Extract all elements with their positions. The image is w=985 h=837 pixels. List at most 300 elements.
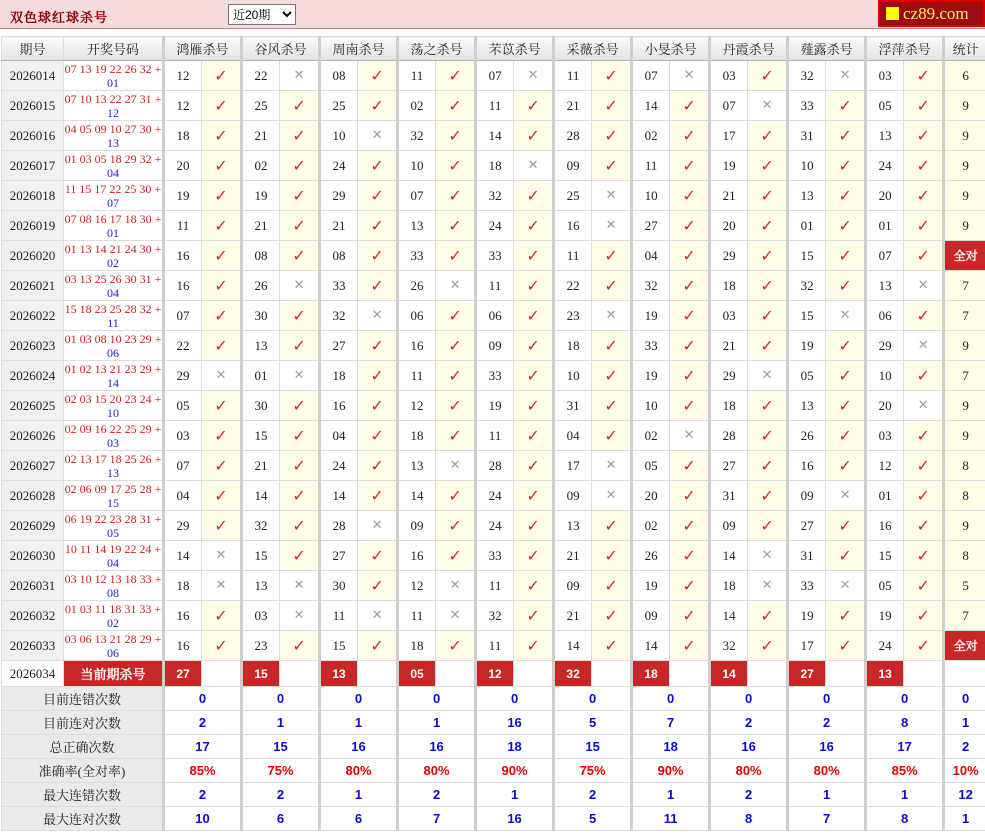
check-icon: ✓ xyxy=(202,91,242,121)
kill-number-cell: 14 xyxy=(320,481,358,511)
site-logo[interactable] xyxy=(878,0,985,27)
col-header: 丹霞杀号 xyxy=(710,37,788,61)
check-icon: ✓ xyxy=(202,211,242,241)
kill-number-cell: 19 xyxy=(788,601,826,631)
kill-number-cell: 24 xyxy=(320,151,358,181)
kill-number-cell: 29 xyxy=(710,241,748,271)
check-icon: ✓ xyxy=(514,91,554,121)
kill-number-cell: 03 xyxy=(710,301,748,331)
cross-icon: ✕ xyxy=(358,511,398,541)
summary-value: 75% xyxy=(554,759,632,783)
check-icon: ✓ xyxy=(358,271,398,301)
check-icon: ✓ xyxy=(436,421,476,451)
check-icon: ✓ xyxy=(202,601,242,631)
col-header: 期号 xyxy=(2,37,64,61)
red-balls: 01 02 13 21 23 29 + xyxy=(64,361,162,376)
check-icon: ✓ xyxy=(358,181,398,211)
kill-number-cell: 15 xyxy=(242,541,280,571)
kill-number-cell: 13 xyxy=(788,181,826,211)
kill-number-cell: 16 xyxy=(320,391,358,421)
summary-value: 0 xyxy=(866,687,944,711)
check-icon: ✓ xyxy=(280,331,320,361)
kill-number-cell: 29 xyxy=(164,361,202,391)
check-icon: ✓ xyxy=(514,631,554,661)
period-cell: 2026031 xyxy=(2,571,64,601)
cross-icon: ✕ xyxy=(436,571,476,601)
summary-value: 0 xyxy=(320,687,398,711)
header-row xyxy=(2,37,985,61)
data-row xyxy=(2,571,985,601)
check-icon: ✓ xyxy=(826,451,866,481)
data-row xyxy=(2,61,985,91)
empty-mark-cell xyxy=(670,661,710,687)
check-icon: ✓ xyxy=(202,451,242,481)
summary-value: 85% xyxy=(866,759,944,783)
check-icon: ✓ xyxy=(748,121,788,151)
kill-number-cell: 14 xyxy=(242,481,280,511)
summary-row xyxy=(2,735,985,759)
kill-number-cell: 11 xyxy=(476,421,514,451)
summary-value: 2 xyxy=(788,711,866,735)
stat-cell: 9 xyxy=(944,421,985,451)
check-icon: ✓ xyxy=(358,151,398,181)
kill-number-cell: 30 xyxy=(242,301,280,331)
check-icon: ✓ xyxy=(670,91,710,121)
check-icon: ✓ xyxy=(436,391,476,421)
check-icon: ✓ xyxy=(670,481,710,511)
kill-number-cell: 08 xyxy=(320,241,358,271)
check-icon: ✓ xyxy=(280,91,320,121)
kill-number-cell: 29 xyxy=(866,331,904,361)
check-icon: ✓ xyxy=(592,511,632,541)
check-icon: ✓ xyxy=(748,421,788,451)
check-icon: ✓ xyxy=(436,361,476,391)
stat-cell: 9 xyxy=(944,391,985,421)
kill-number-cell: 15 xyxy=(788,301,826,331)
stat-cell: 9 xyxy=(944,331,985,361)
check-icon: ✓ xyxy=(592,151,632,181)
kill-number-cell: 32 xyxy=(242,511,280,541)
kill-number-cell: 24 xyxy=(476,211,514,241)
kill-number-cell: 13 xyxy=(242,571,280,601)
kill-number-cell: 13 xyxy=(866,121,904,151)
kill-number-cell: 33 xyxy=(788,571,826,601)
check-icon: ✓ xyxy=(748,151,788,181)
red-balls: 03 06 13 21 28 29 + xyxy=(64,631,162,646)
check-icon: ✓ xyxy=(358,631,398,661)
check-icon: ✓ xyxy=(436,61,476,91)
kill-number-cell: 19 xyxy=(788,331,826,361)
kill-number-cell: 14 xyxy=(710,601,748,631)
blue-ball: 02 xyxy=(107,615,119,630)
current-kill-number-cell: 13 xyxy=(320,661,358,687)
winning-numbers-cell xyxy=(64,181,164,211)
cross-icon: ✕ xyxy=(826,301,866,331)
col-header: 周南杀号 xyxy=(320,37,398,61)
check-icon: ✓ xyxy=(280,211,320,241)
kill-number-cell: 22 xyxy=(554,271,592,301)
summary-value: 0 xyxy=(554,687,632,711)
cross-icon: ✕ xyxy=(904,331,944,361)
kill-number-cell: 10 xyxy=(866,361,904,391)
data-row xyxy=(2,91,985,121)
red-balls: 04 05 09 10 27 30 + xyxy=(64,121,162,136)
check-icon: ✓ xyxy=(280,121,320,151)
current-kill-number-cell: 13 xyxy=(866,661,904,687)
check-icon: ✓ xyxy=(748,271,788,301)
winning-numbers-cell xyxy=(64,121,164,151)
period-cell: 2026022 xyxy=(2,301,64,331)
check-icon: ✓ xyxy=(826,91,866,121)
winning-numbers-cell xyxy=(64,61,164,91)
check-icon: ✓ xyxy=(904,181,944,211)
check-icon: ✓ xyxy=(826,391,866,421)
blue-ball: 05 xyxy=(107,525,119,540)
stat-cell: 5 xyxy=(944,571,985,601)
kill-number-cell: 07 xyxy=(164,301,202,331)
cross-icon: ✕ xyxy=(592,481,632,511)
check-icon: ✓ xyxy=(202,391,242,421)
kill-number-cell: 27 xyxy=(632,211,670,241)
kill-number-cell: 31 xyxy=(788,121,826,151)
kill-number-cell: 25 xyxy=(320,91,358,121)
data-row xyxy=(2,121,985,151)
summary-value: 85% xyxy=(164,759,242,783)
kill-number-cell: 24 xyxy=(866,631,904,661)
check-icon: ✓ xyxy=(358,571,398,601)
check-icon: ✓ xyxy=(514,331,554,361)
check-icon: ✓ xyxy=(280,301,320,331)
check-icon: ✓ xyxy=(514,571,554,601)
cross-icon: ✕ xyxy=(592,211,632,241)
check-icon: ✓ xyxy=(904,481,944,511)
kill-number-cell: 01 xyxy=(866,211,904,241)
winning-numbers-cell xyxy=(64,361,164,391)
kill-number-cell: 17 xyxy=(554,451,592,481)
kill-number-cell: 16 xyxy=(164,271,202,301)
col-header: 谷风杀号 xyxy=(242,37,320,61)
kill-number-cell: 13 xyxy=(398,211,436,241)
check-icon: ✓ xyxy=(592,331,632,361)
current-kill-label: 当前期杀号 xyxy=(64,661,164,687)
kill-number-cell: 32 xyxy=(788,271,826,301)
kill-number-cell: 26 xyxy=(398,271,436,301)
winning-numbers-cell xyxy=(64,631,164,661)
kill-number-cell: 27 xyxy=(710,451,748,481)
summary-value: 1 xyxy=(632,783,710,807)
kill-number-cell: 04 xyxy=(320,421,358,451)
blue-ball: 13 xyxy=(107,135,119,150)
cross-icon: ✕ xyxy=(202,571,242,601)
kill-number-cell: 10 xyxy=(398,151,436,181)
data-row xyxy=(2,451,985,481)
kill-number-cell: 18 xyxy=(710,571,748,601)
cross-icon: ✕ xyxy=(670,61,710,91)
kill-number-cell: 20 xyxy=(866,391,904,421)
kill-number-cell: 19 xyxy=(632,361,670,391)
red-balls: 03 10 12 13 18 33 + xyxy=(64,571,162,586)
cross-icon: ✕ xyxy=(514,151,554,181)
period-cell: 2026025 xyxy=(2,391,64,421)
kill-number-cell: 13 xyxy=(398,451,436,481)
data-row xyxy=(2,331,985,361)
cross-icon: ✕ xyxy=(280,361,320,391)
check-icon: ✓ xyxy=(748,211,788,241)
check-icon: ✓ xyxy=(670,151,710,181)
current-kill-number-cell: 14 xyxy=(710,661,748,687)
cross-icon: ✕ xyxy=(280,271,320,301)
check-icon: ✓ xyxy=(904,91,944,121)
red-balls: 07 13 19 22 26 32 + xyxy=(64,61,162,76)
check-icon: ✓ xyxy=(514,121,554,151)
data-row xyxy=(2,391,985,421)
red-balls: 02 13 17 18 25 26 + xyxy=(64,451,162,466)
cross-icon: ✕ xyxy=(904,391,944,421)
kill-number-cell: 04 xyxy=(554,421,592,451)
check-icon: ✓ xyxy=(436,331,476,361)
kill-number-cell: 13 xyxy=(866,271,904,301)
period-range-select[interactable] xyxy=(228,4,296,25)
kill-number-cell: 19 xyxy=(632,301,670,331)
red-balls: 10 11 14 19 22 24 + xyxy=(64,541,162,556)
check-icon: ✓ xyxy=(670,571,710,601)
blue-ball: 13 xyxy=(107,465,119,480)
check-icon: ✓ xyxy=(358,391,398,421)
cross-icon: ✕ xyxy=(904,271,944,301)
kill-number-cell: 10 xyxy=(632,181,670,211)
check-icon: ✓ xyxy=(748,511,788,541)
data-row xyxy=(2,481,985,511)
check-icon: ✓ xyxy=(280,481,320,511)
red-balls: 01 03 05 18 29 32 + xyxy=(64,151,162,166)
kill-number-cell: 01 xyxy=(242,361,280,391)
kill-number-cell: 13 xyxy=(554,511,592,541)
summary-value: 16 xyxy=(710,735,788,759)
kill-number-cell: 15 xyxy=(320,631,358,661)
cross-icon: ✕ xyxy=(748,541,788,571)
summary-value: 90% xyxy=(476,759,554,783)
kill-number-cell: 22 xyxy=(242,61,280,91)
cross-icon: ✕ xyxy=(592,301,632,331)
kill-number-cell: 32 xyxy=(398,121,436,151)
cross-icon: ✕ xyxy=(202,541,242,571)
kill-number-cell: 25 xyxy=(242,91,280,121)
summary-value: 80% xyxy=(398,759,476,783)
summary-value: 1 xyxy=(944,711,985,735)
period-cell: 2026020 xyxy=(2,241,64,271)
winning-numbers-cell xyxy=(64,511,164,541)
red-balls: 01 03 08 10 23 29 + xyxy=(64,331,162,346)
kill-number-cell: 20 xyxy=(632,481,670,511)
check-icon: ✓ xyxy=(514,511,554,541)
kill-number-cell: 32 xyxy=(788,61,826,91)
check-icon: ✓ xyxy=(280,241,320,271)
cross-icon: ✕ xyxy=(280,61,320,91)
period-cell: 2026014 xyxy=(2,61,64,91)
cross-icon: ✕ xyxy=(826,571,866,601)
period-cell: 2026027 xyxy=(2,451,64,481)
kill-number-cell: 02 xyxy=(632,511,670,541)
check-icon: ✓ xyxy=(748,61,788,91)
winning-numbers-cell xyxy=(64,301,164,331)
winning-numbers-cell xyxy=(64,481,164,511)
summary-value: 15 xyxy=(242,735,320,759)
kill-number-cell: 07 xyxy=(710,91,748,121)
kill-number-cell: 16 xyxy=(398,331,436,361)
check-icon: ✓ xyxy=(514,541,554,571)
summary-value: 17 xyxy=(866,735,944,759)
check-icon: ✓ xyxy=(202,511,242,541)
check-icon: ✓ xyxy=(904,121,944,151)
kill-number-cell: 14 xyxy=(164,541,202,571)
summary-value: 5 xyxy=(554,807,632,831)
check-icon: ✓ xyxy=(514,451,554,481)
kill-number-cell: 02 xyxy=(632,421,670,451)
kill-number-cell: 15 xyxy=(866,541,904,571)
kill-number-cell: 33 xyxy=(320,271,358,301)
check-icon: ✓ xyxy=(904,571,944,601)
check-icon: ✓ xyxy=(202,331,242,361)
summary-label: 最大连对次数 xyxy=(2,807,164,831)
kill-number-cell: 21 xyxy=(554,541,592,571)
check-icon: ✓ xyxy=(358,91,398,121)
summary-value: 0 xyxy=(398,687,476,711)
check-icon: ✓ xyxy=(358,241,398,271)
col-header: 浮萍杀号 xyxy=(866,37,944,61)
check-icon: ✓ xyxy=(748,301,788,331)
col-header: 荡之杀号 xyxy=(398,37,476,61)
period-cell: 2026019 xyxy=(2,211,64,241)
check-icon: ✓ xyxy=(826,241,866,271)
kill-number-table xyxy=(1,36,985,831)
kill-number-cell: 09 xyxy=(476,331,514,361)
kill-number-cell: 12 xyxy=(164,61,202,91)
winning-numbers-cell xyxy=(64,271,164,301)
kill-number-cell: 33 xyxy=(476,241,514,271)
kill-number-cell: 03 xyxy=(866,421,904,451)
kill-number-cell: 31 xyxy=(710,481,748,511)
kill-number-cell: 33 xyxy=(476,541,514,571)
check-icon: ✓ xyxy=(826,331,866,361)
kill-number-cell: 11 xyxy=(164,211,202,241)
summary-value: 7 xyxy=(632,711,710,735)
summary-value: 10% xyxy=(944,759,985,783)
kill-number-cell: 11 xyxy=(398,61,436,91)
check-icon: ✓ xyxy=(358,421,398,451)
stat-cell: 9 xyxy=(944,151,985,181)
check-icon: ✓ xyxy=(202,61,242,91)
red-balls: 07 10 13 22 27 31 + xyxy=(64,91,162,106)
period-cell: 2026026 xyxy=(2,421,64,451)
check-icon: ✓ xyxy=(436,121,476,151)
kill-number-cell: 24 xyxy=(476,481,514,511)
check-icon: ✓ xyxy=(358,331,398,361)
kill-number-cell: 01 xyxy=(788,211,826,241)
kill-number-cell: 18 xyxy=(710,391,748,421)
kill-number-cell: 03 xyxy=(164,421,202,451)
check-icon: ✓ xyxy=(904,631,944,661)
summary-value: 12 xyxy=(944,783,985,807)
summary-value: 1 xyxy=(788,783,866,807)
winning-numbers-cell xyxy=(64,331,164,361)
check-icon: ✓ xyxy=(670,451,710,481)
summary-value: 7 xyxy=(788,807,866,831)
data-row xyxy=(2,181,985,211)
kill-number-cell: 09 xyxy=(554,481,592,511)
kill-number-cell: 32 xyxy=(476,181,514,211)
current-kill-number-cell: 27 xyxy=(164,661,202,687)
col-header: 统计 xyxy=(944,37,985,61)
kill-number-cell: 14 xyxy=(476,121,514,151)
summary-row xyxy=(2,783,985,807)
red-balls: 02 03 15 20 23 24 + xyxy=(64,391,162,406)
kill-number-cell: 16 xyxy=(554,211,592,241)
kill-number-cell: 18 xyxy=(554,331,592,361)
summary-value: 6 xyxy=(242,807,320,831)
kill-number-cell: 32 xyxy=(320,301,358,331)
kill-number-cell: 27 xyxy=(320,331,358,361)
stat-cell xyxy=(944,661,985,687)
kill-number-cell: 26 xyxy=(632,541,670,571)
check-icon: ✓ xyxy=(670,301,710,331)
stat-cell: 9 xyxy=(944,91,985,121)
check-icon: ✓ xyxy=(826,631,866,661)
col-header: 采薇杀号 xyxy=(554,37,632,61)
check-icon: ✓ xyxy=(670,121,710,151)
kill-number-cell: 08 xyxy=(242,241,280,271)
summary-value: 0 xyxy=(242,687,320,711)
winning-numbers-cell xyxy=(64,421,164,451)
period-cell: 2026028 xyxy=(2,481,64,511)
kill-number-cell: 27 xyxy=(788,511,826,541)
check-icon: ✓ xyxy=(592,631,632,661)
kill-number-cell: 21 xyxy=(710,181,748,211)
check-icon: ✓ xyxy=(904,361,944,391)
kill-number-cell: 10 xyxy=(788,151,826,181)
check-icon: ✓ xyxy=(436,181,476,211)
check-icon: ✓ xyxy=(826,121,866,151)
kill-number-cell: 20 xyxy=(710,211,748,241)
page-title: 双色球红球杀号 xyxy=(10,10,109,25)
data-row xyxy=(2,511,985,541)
kill-number-cell: 17 xyxy=(710,121,748,151)
blue-ball: 06 xyxy=(107,645,119,660)
summary-value: 18 xyxy=(476,735,554,759)
blue-ball: 01 xyxy=(107,225,119,240)
summary-value: 11 xyxy=(632,807,710,831)
kill-number-cell: 14 xyxy=(632,631,670,661)
summary-label: 准确率(全对率) xyxy=(2,759,164,783)
cross-icon: ✕ xyxy=(514,61,554,91)
kill-number-cell: 11 xyxy=(476,631,514,661)
cross-icon: ✕ xyxy=(358,301,398,331)
check-icon: ✓ xyxy=(592,271,632,301)
kill-number-cell: 18 xyxy=(710,271,748,301)
summary-value: 5 xyxy=(554,711,632,735)
empty-mark-cell xyxy=(202,661,242,687)
check-icon: ✓ xyxy=(826,271,866,301)
check-icon: ✓ xyxy=(358,481,398,511)
empty-mark-cell xyxy=(358,661,398,687)
cross-icon: ✕ xyxy=(748,361,788,391)
check-icon: ✓ xyxy=(748,601,788,631)
check-icon: ✓ xyxy=(436,91,476,121)
summary-value: 1 xyxy=(242,711,320,735)
kill-number-cell: 05 xyxy=(866,571,904,601)
kill-number-cell: 14 xyxy=(710,541,748,571)
kill-number-cell: 07 xyxy=(632,61,670,91)
check-icon: ✓ xyxy=(358,451,398,481)
